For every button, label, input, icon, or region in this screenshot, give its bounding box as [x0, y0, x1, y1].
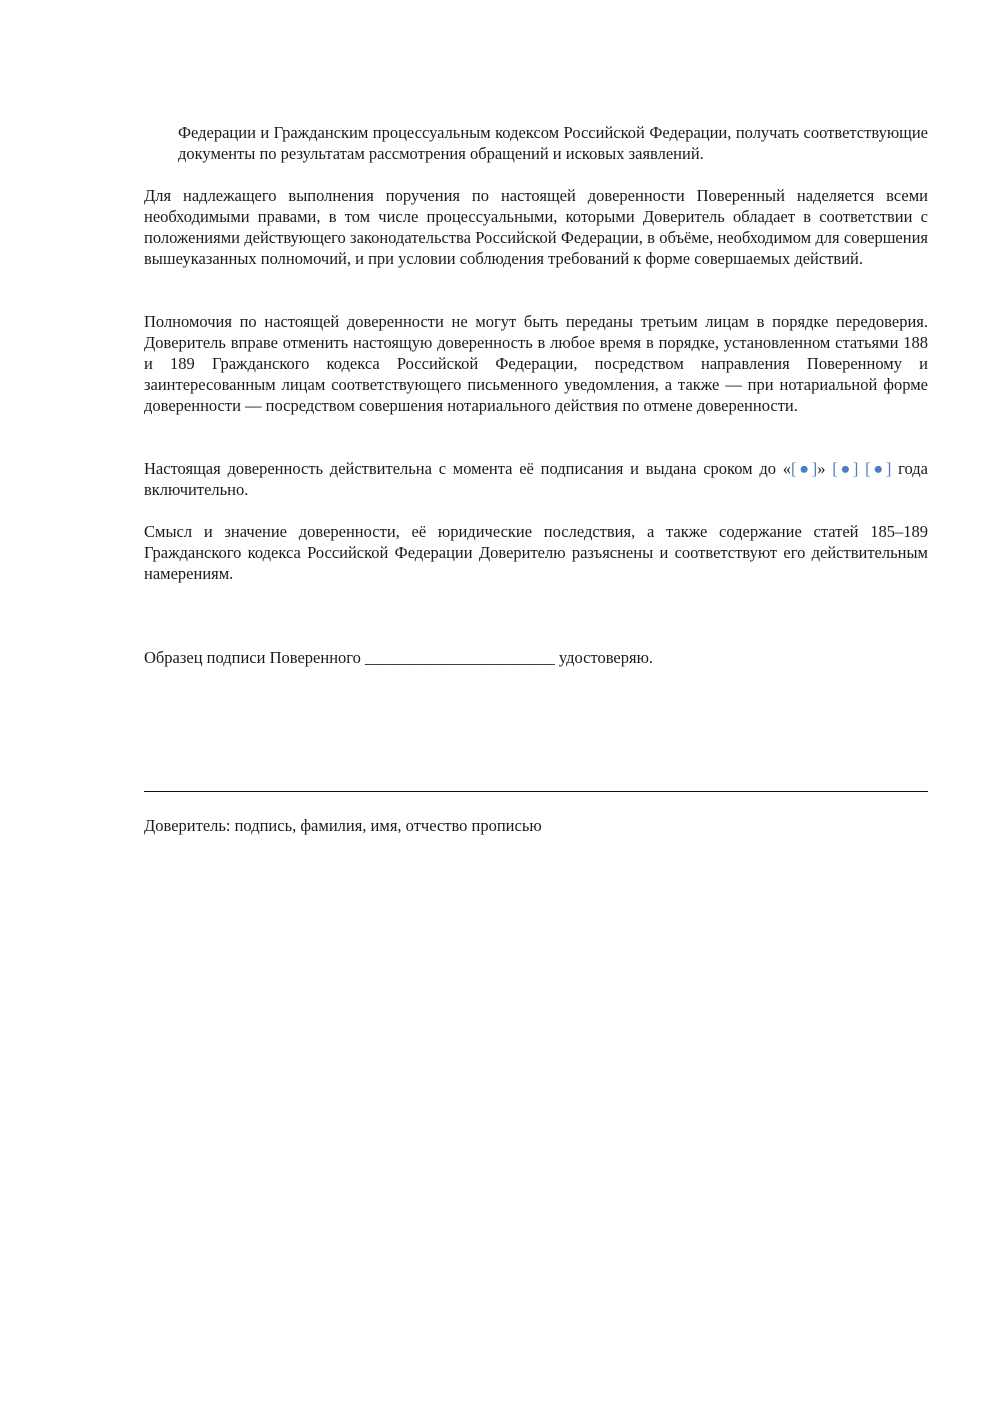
paragraph-validity — [144, 458, 928, 500]
signature-sample-line: Образец подписи Поверенного _______________________ удостоверяю. — [144, 648, 654, 667]
year-placeholder[interactable]: [●] — [865, 459, 892, 478]
paragraph-continuation: Федерации и Гражданским процессуальным кодексом Российской Федерации, получать соответствующие документы по результатам рассмотрения обращений и исковых заявлений. — [178, 123, 928, 163]
principal-signature-caption: Доверитель: подпись, фамилия, имя, отчество прописью — [144, 816, 542, 835]
principal-signature-line — [144, 791, 928, 792]
day-placeholder[interactable]: [●] — [791, 459, 818, 478]
validity-text-before: Настоящая доверенность действительна с момента её подписания и выдана сроком до « — [144, 459, 791, 478]
validity-text-after: года включительно. — [144, 459, 928, 499]
paragraph-meaning: Смысл и значение доверенности, её юридические последствия, а также содержание статей 185–189 Гражданского кодекса Российской Федерации Доверителю разъяснены и соответствуют его действительным намерениям. — [144, 522, 928, 583]
validity-quote-close: » — [817, 459, 833, 478]
month-placeholder[interactable]: [●] — [832, 459, 859, 478]
paragraph-rights: Для надлежащего выполнения поручения по настоящей доверенности Поверенный наделяется всеми необходимыми правами, в том числе процессуальными, которыми Доверитель обладает в соответствии с положениями действующего законодательства Российской Федерации, в объёме, необходимом для совершения вышеуказанных полномочий, и при условии соблюдения требований к форме совершаемых действий. — [144, 186, 928, 268]
paragraph-transfer: Полномочия по настоящей доверенности не могут быть переданы третьим лицам в порядке передоверия. Доверитель вправе отменить настоящую доверенность в любое время в порядке, установленном статьями 188 и 189 Гражданского кодекса Российской Федерации, посредством направления Поверенному и заинтересованным лицам соответствующего письменного уведомления, а также — при нотариальной форме доверенности — посредством совершения нотариального действия по отмене доверенности. — [144, 312, 928, 415]
